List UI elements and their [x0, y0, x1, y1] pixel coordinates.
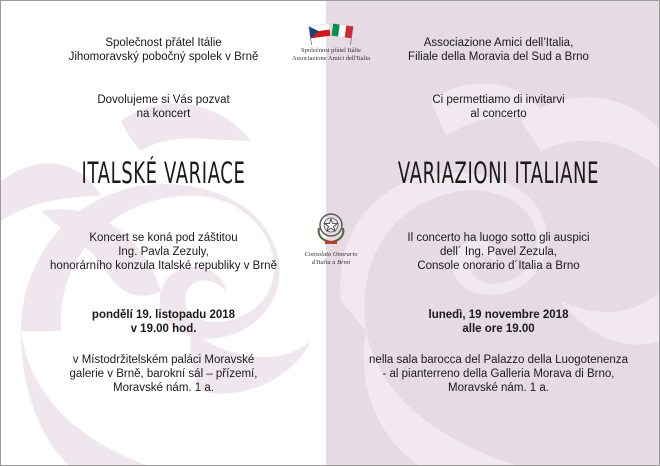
consulate-text-line: d'Italia a Brno: [311, 259, 351, 266]
right-venue-line: - al pianterreno della Galleria Morava di Brno,: [382, 368, 615, 380]
logo-text-line: Associazione Amici dell'Italia: [291, 55, 371, 62]
left-time-line: v 19.00 hod.: [130, 323, 197, 335]
consulate-text: [271, 251, 391, 267]
right-date: [336, 308, 660, 336]
right-org-line: Filiale della Moravia del Sud a Brno: [408, 51, 589, 63]
left-invite-line: Dovolujeme si Vás pozvat: [97, 94, 230, 106]
left-date-line: pondělí 19. listopadu 2018: [91, 309, 236, 321]
left-venue: [1, 353, 326, 395]
right-venue: [336, 353, 660, 395]
czech-italian-flags-icon: [306, 21, 356, 45]
society-logo-text: [271, 47, 391, 63]
logo-text-line: Společnost přátel Itálie: [301, 47, 361, 54]
left-org-line: Jihomoravský pobočný spolek v Brně: [68, 51, 259, 63]
left-date: [1, 308, 326, 336]
right-title-wrap: [336, 156, 660, 190]
consulate-text-line: Consolato Onorario: [304, 251, 358, 258]
right-venue-line: Moravské nám. 1 a.: [448, 382, 549, 394]
left-patron-line: Ing. Pavla Zezuly,: [118, 246, 209, 258]
left-patron-line: honorárního konzula Italské republiky v Brně: [50, 260, 277, 272]
right-invite-line: Ci permettiamo di invitarvi: [432, 94, 565, 106]
right-org-line: Associazione Amici dell’Italia,: [423, 37, 574, 49]
left-title-wrap: [1, 156, 326, 190]
left-venue-line: v Místodržitelském paláci Moravské: [72, 354, 255, 366]
right-invitation: [336, 93, 660, 121]
right-patron-line: Il concerto ha luogo sotto gli auspici: [407, 232, 590, 244]
czech-panel: [1, 1, 326, 466]
right-venue-line: nella sala barocca del Palazzo della Luogotenenza: [369, 354, 628, 366]
right-invite-line: al concerto: [470, 108, 527, 120]
left-org-line: Společnost přátel Itálie: [105, 37, 222, 49]
italian-panel: [336, 1, 660, 466]
left-invite-line: na koncert: [136, 108, 191, 120]
right-date-line: lunedì, 19 novembre 2018: [428, 309, 569, 321]
right-concert-title: VARIAZIONI ITALIANE: [397, 156, 600, 190]
italian-republic-emblem-icon: [314, 208, 348, 246]
left-venue-line: Moravské nám. 1 a.: [113, 382, 214, 394]
left-invitation: [1, 93, 326, 121]
left-concert-title: ITALSKÉ VARIACE: [81, 156, 246, 190]
left-patron-line: Koncert se koná pod záštitou: [89, 232, 238, 244]
right-patron-line: dell´ Ing. Pavel Zezula,: [440, 246, 557, 258]
left-venue-line: galerie v Brně, barokní sál – přízemí,: [69, 368, 258, 380]
right-time-line: alle ore 19.00: [462, 323, 535, 335]
right-patron-line: Console onorario d´Italia a Brno: [417, 260, 580, 272]
